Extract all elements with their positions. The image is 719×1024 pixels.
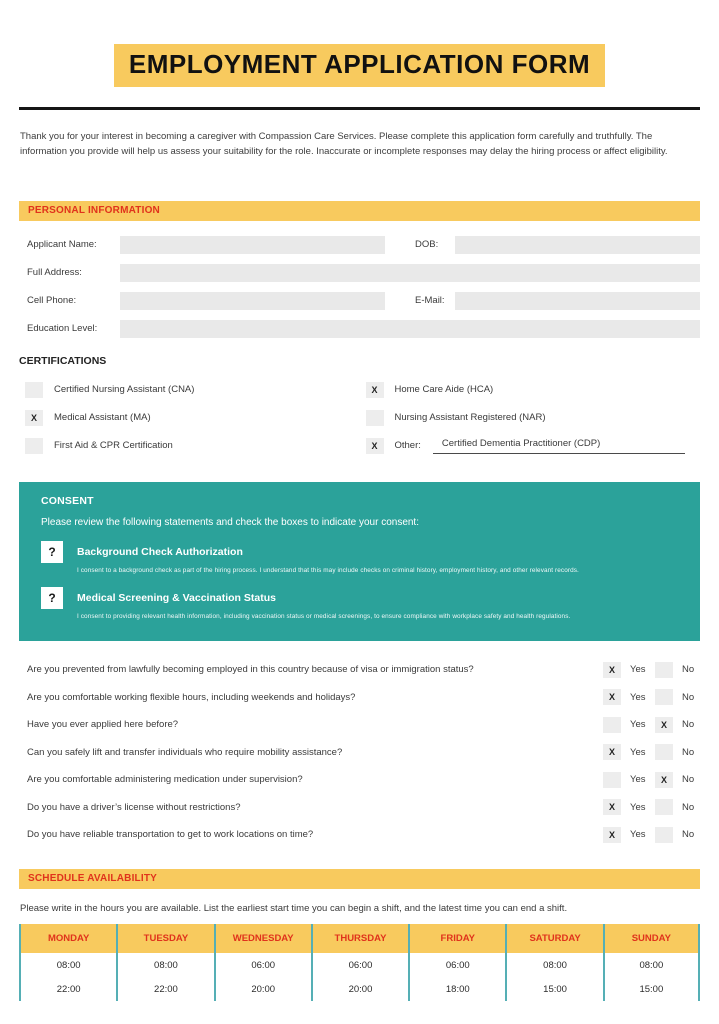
certifications-heading: CERTIFICATIONS [19,354,107,367]
no-checkbox[interactable]: X [655,717,673,733]
consent-item-background-check [41,541,678,574]
yes-checkbox[interactable]: X [603,689,621,705]
no-checkbox[interactable] [655,689,673,705]
other-label: Other: [394,440,421,452]
no-checkbox[interactable] [655,827,673,843]
phone-email-row [19,292,700,310]
certifications-grid [19,382,700,454]
yes-label: Yes [630,691,646,703]
schedule-column-wednesday [214,924,311,1001]
start-time-cell[interactable]: 08:00 [56,959,81,971]
cert-item-first-aid [19,438,360,454]
title-wrap [0,0,719,87]
end-time-cell[interactable]: 18:00 [445,983,470,995]
applicant-name-label: Applicant Name: [27,239,97,251]
schedule-table [19,924,700,1001]
background-check-checkbox[interactable]: ? [41,541,63,563]
cert-item-ma [19,410,360,426]
no-label: No [682,691,695,703]
end-time-cell[interactable]: 22:00 [154,983,178,995]
title-divider [19,107,700,110]
schedule-instructions: Please write in the hours you are available. List the earliest start time you can begin a shift, and the latest time you can end a shift. [20,902,568,914]
background-check-title: Background Check Authorization [77,545,243,558]
cell-phone-input[interactable] [120,292,385,310]
no-label: No [682,746,695,758]
question-row-drivers-license [19,799,700,815]
question-text: Do you have a driver’s license without restrictions? [27,801,241,813]
full-address-input[interactable] [120,264,700,282]
name-dob-row [19,236,700,254]
question-text: Can you safely lift and transfer individuals who require mobility assistance? [27,746,343,758]
question-row-visa [19,662,700,678]
day-header: TUESDAY [118,924,213,953]
day-header: MONDAY [21,924,116,953]
question-row-medication [19,772,700,788]
cna-checkbox[interactable] [25,382,43,398]
background-check-text: I consent to a background check as part of the hiring process. I understand that this may include checks on criminal history, employment history, and other relevant records. [77,566,579,574]
background-check-head [41,541,678,563]
no-label: No [682,801,695,813]
education-row [19,320,700,338]
yes-checkbox[interactable] [603,772,621,788]
consent-section [19,482,700,641]
start-time-cell[interactable]: 08:00 [543,959,567,971]
schedule-column-monday [19,924,116,1001]
personal-information-header: PERSONAL INFORMATION [19,201,700,221]
question-row-transportation [19,827,700,843]
hca-checkbox[interactable]: X [366,382,384,398]
medical-screening-title: Medical Screening & Vaccination Status [77,591,276,604]
no-label: No [682,774,695,786]
yes-label: Yes [630,746,646,758]
personal-information-fields [19,236,700,338]
hca-label: Home Care Aide (HCA) [394,384,494,396]
question-row-applied-before [19,717,700,733]
intro-paragraph: Thank you for your interest in becoming a caregiver with Compassion Care Services. Please complete this application form carefully and truthfully. The information you provide will help us assess your suitability for the role. Inaccurate or incomplete responses may delay the hiring process or affect eligibility. [20,131,668,158]
cert-item-nar [360,410,701,426]
start-time-cell[interactable]: 08:00 [154,959,178,971]
yes-label: Yes [630,801,646,813]
no-label: No [682,829,695,841]
questions-section [19,662,700,843]
cert-item-cna [19,382,360,398]
first-aid-checkbox[interactable] [25,438,43,454]
schedule-column-sunday [603,924,700,1001]
address-row [19,264,700,282]
yes-label: Yes [630,829,646,841]
question-row-flexible-hours [19,689,700,705]
nar-checkbox[interactable] [366,410,384,426]
yes-checkbox[interactable]: X [603,799,621,815]
email-input[interactable] [455,292,700,310]
yes-checkbox[interactable]: X [603,827,621,843]
day-header: SUNDAY [605,924,698,953]
consent-heading: CONSENT [41,494,94,507]
day-header: THURSDAY [313,924,408,953]
schedule-column-friday [408,924,505,1001]
end-time-cell[interactable]: 20:00 [348,983,373,995]
medical-screening-checkbox[interactable]: ? [41,587,63,609]
day-header: FRIDAY [410,924,505,953]
start-time-cell[interactable]: 06:00 [348,959,373,971]
full-address-label: Full Address: [27,267,82,279]
no-checkbox[interactable] [655,662,673,678]
yes-label: Yes [630,774,646,786]
end-time-cell[interactable]: 22:00 [56,983,81,995]
ma-label: Medical Assistant (MA) [54,412,151,424]
dob-label: DOB: [415,239,439,251]
page-title: EMPLOYMENT APPLICATION FORM [114,44,605,87]
schedule-column-tuesday [116,924,213,1001]
no-checkbox[interactable] [655,744,673,760]
day-header: SATURDAY [507,924,602,953]
no-checkbox[interactable] [655,799,673,815]
schedule-availability-header: SCHEDULE AVAILABILITY [19,869,700,889]
education-level-label: Education Level: [27,323,98,335]
applicant-name-input[interactable] [120,236,385,254]
dob-input[interactable] [455,236,700,254]
question-text: Are you comfortable administering medication under supervision? [27,774,303,786]
cert-item-other [360,438,701,454]
first-aid-label: First Aid & CPR Certification [54,440,173,452]
cna-label: Certified Nursing Assistant (CNA) [54,384,195,396]
yes-label: Yes [630,719,646,731]
day-header: WEDNESDAY [216,924,311,953]
no-checkbox[interactable]: X [655,772,673,788]
yes-label: Yes [630,664,646,676]
education-level-input[interactable] [120,320,700,338]
question-row-lift-transfer [19,744,700,760]
nar-label: Nursing Assistant Registered (NAR) [394,412,546,424]
end-time-cell[interactable]: 15:00 [543,983,567,995]
medical-screening-text: I consent to providing relevant health information, including vaccination status or medical screenings, to ensure compliance with workplace safety and health regulations. [77,612,571,620]
cert-item-hca [360,382,701,398]
medical-screening-head [41,587,678,609]
consent-item-medical-screening [41,587,678,620]
consent-intro: Please review the following statements and check the boxes to indicate your consent: [41,516,419,528]
email-label: E-Mail: [415,295,445,307]
question-text: Are you prevented from lawfully becoming employed in this country because of visa or immigration status? [27,664,474,676]
no-label: No [682,719,695,731]
cell-phone-label: Cell Phone: [27,295,77,307]
other-certification-input[interactable]: Certified Dementia Practitioner (CDP) [433,438,685,454]
other-checkbox[interactable]: X [366,438,384,454]
start-time-cell[interactable]: 06:00 [445,959,470,971]
schedule-column-saturday [505,924,602,1001]
yes-checkbox[interactable]: X [603,744,621,760]
yes-checkbox[interactable] [603,717,621,733]
end-time-cell[interactable]: 15:00 [639,983,664,995]
start-time-cell[interactable]: 06:00 [251,959,276,971]
ma-checkbox[interactable]: X [25,410,43,426]
question-text: Do you have reliable transportation to get to work locations on time? [27,829,314,841]
yes-checkbox[interactable]: X [603,662,621,678]
question-text: Have you ever applied here before? [27,719,179,731]
question-text: Are you comfortable working flexible hours, including weekends and holidays? [27,691,356,703]
end-time-cell[interactable]: 20:00 [251,983,276,995]
start-time-cell[interactable]: 08:00 [639,959,664,971]
no-label: No [682,664,695,676]
schedule-column-thursday [311,924,408,1001]
